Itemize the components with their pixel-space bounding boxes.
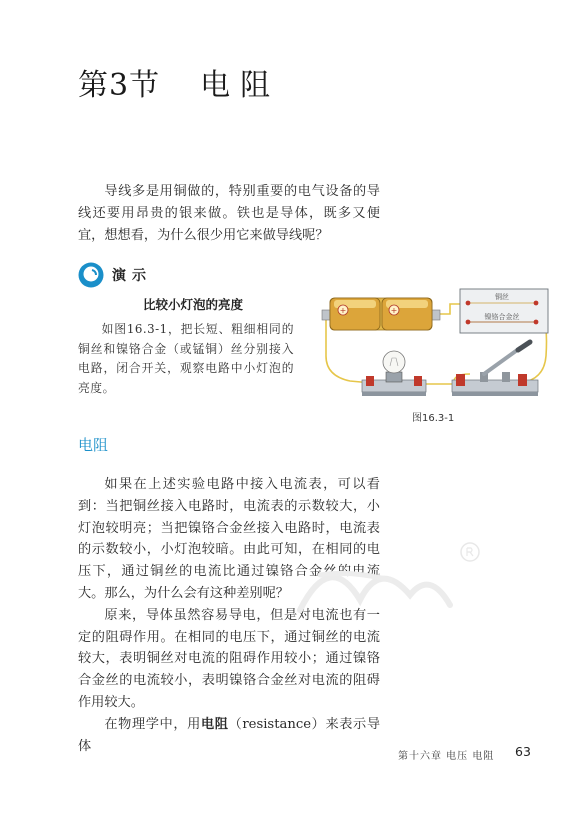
chapter-title: [78, 60, 280, 104]
demo-text: 如图16.3-1，把长短、粗细相同的铜丝和镍铬合金（或锰铜）丝分别接入电路，闭合开关，观察电路中小灯泡的亮度。: [78, 322, 294, 395]
footer-chapter: 第十六章 电压 电阻: [398, 751, 495, 762]
label-nichrome-wire: 镍铬合金丝: [484, 313, 520, 321]
paragraph-3-start: 在物理学中，用: [104, 716, 201, 732]
demo-body: [78, 320, 294, 398]
demo-box: [78, 262, 318, 412]
intro-paragraph: [78, 181, 380, 246]
demo-label: 演示: [112, 268, 152, 284]
paragraph-3: [78, 714, 380, 758]
section-heading: 电阻: [78, 436, 109, 454]
section-number: 第3节: [78, 68, 161, 103]
paragraph-3-end: （resistance）来表示导体: [78, 716, 381, 754]
figure-caption: 图16.3-1: [412, 413, 455, 424]
watermark: [270, 540, 490, 630]
page-number: 63: [515, 744, 531, 759]
paragraph-1: 如果在上述实验电路中接入电流表，可以看到：当把铜丝接入电路时，电流表的示数较大，小灯泡较明亮；当把镍铬合金丝接入电路时，电流表的示数较小，小灯泡较暗。由此可知，在相同的电压下，通过铜丝的电流比通过镍铬合金丝的电流大。那么，为什么会有这种差别呢？: [78, 477, 380, 601]
demo-subtitle: 比较小灯泡的亮度: [142, 297, 243, 312]
term-resistance: 电阻: [200, 716, 229, 732]
label-copper-wire: 铜丝: [495, 293, 509, 301]
section-title: 电阻: [200, 68, 281, 103]
svg-text:+: +: [390, 306, 398, 315]
svg-text:+: +: [339, 306, 347, 315]
demo-icon: [78, 262, 104, 288]
paragraph-2: 原来，导体虽然容易导电，但是对电流也有一定的阻碍作用。在相同的电压下，通过铜丝的电流较大，表明铜丝对电流的阻碍作用较小；通过镍铬合金丝的电流较小，表明镍铬合金丝对电流的阻碍作用较大。: [78, 607, 380, 710]
intro-text: 导线多是用铜做的，特别重要的电气设备的导线还要用昂贵的银来做。铁也是导体，既多又便宜，想想看，为什么很少用它来做导线呢？: [78, 184, 380, 243]
circuit-figure: [320, 286, 552, 410]
